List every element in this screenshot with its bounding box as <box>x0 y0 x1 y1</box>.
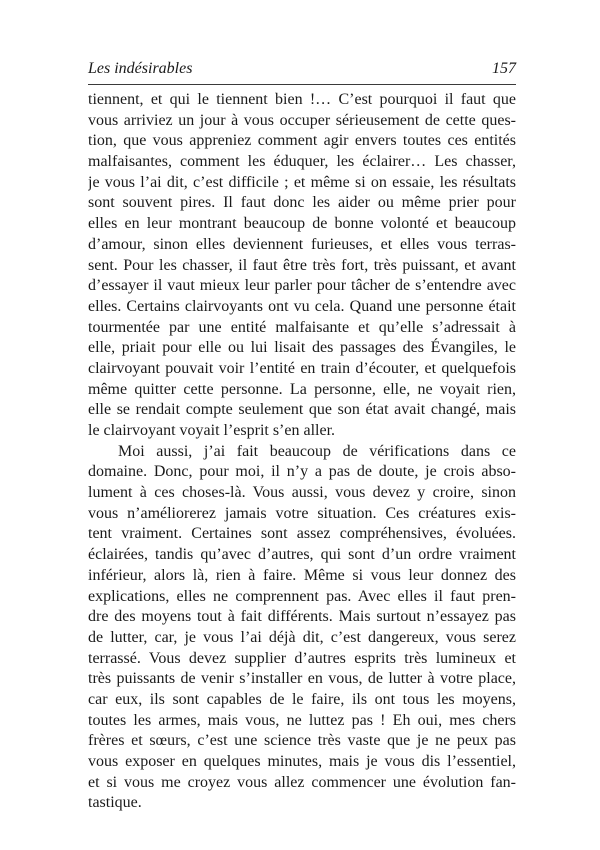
text-line: d’essayer il vaut mieux leur parler pour tâcher de s’entendre avec <box>88 277 516 295</box>
text-line: lument à ces choses-là. Vous aussi, vous devez y croire, sinon <box>88 484 516 502</box>
text-line: tastique. <box>88 794 142 812</box>
text-line: très puissants de venir s’installer en vous, de lutter à votre place, <box>88 670 516 688</box>
text-line: dre des moyens tout à fait différents. Mais surtout n’essayez pas <box>88 608 516 626</box>
text-line: Moi aussi, j’ai fait beaucoup de vérifications dans ce <box>118 442 516 460</box>
running-header <box>88 60 516 82</box>
text-line: elles en leur montrant beaucoup de bonne volonté et beaucoup <box>88 215 516 233</box>
text-line: clairvoyant pouvait voir l’entité en train d’écouter, et quelquefois <box>88 359 516 377</box>
text-line: inférieur, alors là, rien à faire. Même si vous leur donnez des <box>88 566 516 584</box>
text-line: car eux, ils sont capables de le faire, ils ont tous les moyens, <box>88 690 516 708</box>
text-line: toutes les armes, mais vous, ne luttez pas ! Eh oui, mes chers <box>88 711 516 729</box>
book-title: Les indésirables <box>88 60 193 77</box>
text-line: elle se rendait compte seulement que son état avait changé, mais <box>88 401 516 419</box>
text-line: explications, elles ne comprennent pas. Avec elles il faut pren- <box>88 587 516 605</box>
text-line: d’amour, sinon elles deviennent furieuses, et elles vous terras- <box>88 235 516 253</box>
text-line: tent vraiment. Certaines sont assez compréhensives, évoluées. <box>88 525 516 543</box>
header-rule <box>88 84 516 85</box>
text-line: elle, priait pour elle ou lui lisait des passages des Évangiles, le <box>88 339 516 357</box>
text-line: vous exposer en quelques minutes, mais je vous dis l’essentiel, <box>88 753 516 770</box>
text-line: vous arriviez un jour à vous occuper sérieusement de cette ques- <box>88 111 516 129</box>
text-line: même quitter cette personne. La personne, elle, ne voyait rien, <box>88 380 516 398</box>
text-line: vous n’améliorerez jamais votre situation. Ces créatures exis- <box>88 504 516 522</box>
text-line: tiennent, et qui le tiennent bien !… C’est pourquoi il faut que <box>88 91 516 108</box>
page-number: 157 <box>492 60 516 77</box>
paragraph <box>88 442 516 814</box>
text-line: et si vous me croyez vous allez commencer une évolution fan- <box>88 773 516 791</box>
text-line: frères et sœurs, c’est une science très vaste que je ne peux pas <box>88 732 516 750</box>
text-line: je vous l’ai dit, c’est difficile ; et même si on essaie, les résultats <box>88 173 516 191</box>
body-text <box>88 90 516 814</box>
text-line: tion, que vous appreniez comment agir envers toutes ces entités <box>88 132 516 150</box>
text-line: sont souvent pires. Il faut donc les aider ou même prier pour <box>88 194 516 212</box>
text-line: sent. Pour les chasser, il faut être très fort, très puissant, et avant <box>88 256 516 274</box>
text-line: tourmentée par une entité malfaisante et qu’elle s’adressait à <box>88 318 516 336</box>
text-line: de lutter, car, je vous l’ai déjà dit, c’est dangereux, vous serez <box>88 628 516 646</box>
text-line: domaine. Donc, pour moi, il n’y a pas de doute, je crois abso- <box>88 463 516 481</box>
text-line: le clairvoyant voyait l’esprit s’en aller. <box>88 422 336 439</box>
text-line: malfaisantes, comment les éduquer, les éclairer… Les chasser, <box>88 153 516 171</box>
text-line: terrassé. Vous devez supplier d’autres esprits très lumineux et <box>88 649 516 667</box>
text-line: éclairées, tandis qu’avec d’autres, qui sont d’un ordre vraiment <box>88 546 516 564</box>
text-line: elles. Certains clairvoyants ont vu cela. Quand une personne était <box>88 297 516 315</box>
paragraph <box>88 90 516 442</box>
